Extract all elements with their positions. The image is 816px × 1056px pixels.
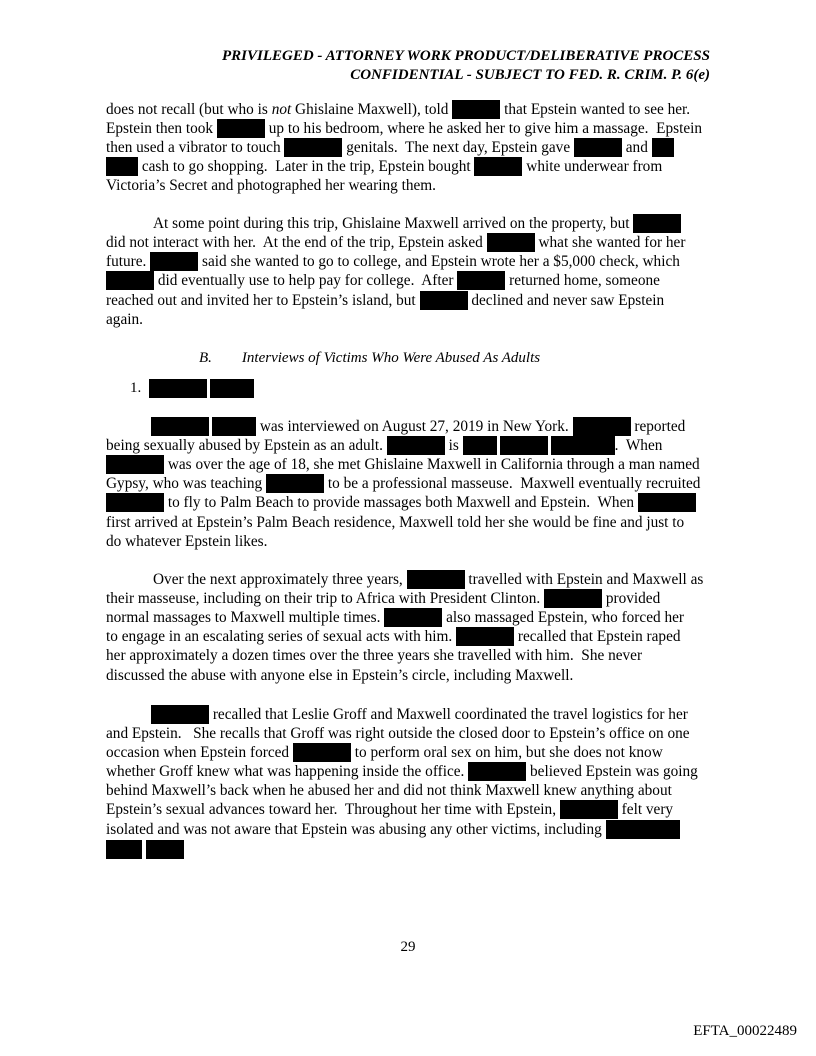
redaction [638,493,696,512]
redaction [293,743,351,762]
para1-line3: then used a vibrator to touch genitals. The next day, Epstein gave and [106,138,674,157]
para1-line4: cash to go shopping. Later in the trip, Epstein bought white underwear from [106,157,662,176]
redaction [573,417,631,436]
redaction [106,271,154,290]
header-line-1: PRIVILEGED - ATTORNEY WORK PRODUCT/DELIBERATIVE PROCESS [221,48,710,64]
redaction [106,840,142,859]
redaction [212,417,256,436]
redaction [284,138,342,157]
para4-line6: discussed the abuse with anyone else in Epstein’s circle, including Maxwell. [106,667,574,684]
para5-line5: behind Maxwell’s back when he abused her and did not think Maxwell knew anything about [106,782,672,799]
redaction [210,379,254,398]
para4-line4: to engage in an escalating series of sexual acts with him. recalled that Epstein raped [106,628,681,645]
section-heading [199,349,540,368]
para4-line5: her approximately a dozen times over the three years she travelled with him. She never [106,647,643,664]
para5-line2: and Epstein. She recalls that Groff was right outside the closed door to Epstein’s office on one [106,725,690,742]
redaction [544,589,602,608]
redaction [387,436,445,455]
para5-line1: recalled that Leslie Groff and Maxwell coordinated the travel logistics for her [151,705,688,724]
para4-line3: normal massages to Maxwell multiple times. also massaged Epstein, who forced her [106,609,684,626]
redaction [106,157,138,176]
para1-line1: does not recall (but who is not Ghislaine Maxwell), told that Epstein wanted to see her. [106,101,691,118]
redaction [151,417,209,436]
header-line-2: CONFIDENTIAL - SUBJECT TO FED. R. CRIM. P. 6(e) [350,67,710,83]
redaction [407,570,465,589]
redaction [457,271,505,290]
redaction [456,627,514,646]
para3-line2: being sexually abused by Epstein as an adult. is . When [106,437,663,454]
para3-line1: was interviewed on August 27, 2019 in New York. reported [151,417,685,436]
para2-line2: did not interact with her. At the end of the trip, Epstein asked what she wanted for her [106,234,686,251]
para5-line7: isolated and was not aware that Epstein was abusing any other victims, including [106,820,680,839]
section-title: Interviews of Victims Who Were Abused As Adults [241,350,541,366]
redaction [149,379,207,398]
redaction [468,762,526,781]
para3-line7: do whatever Epstein likes. [106,533,268,550]
redaction [146,840,184,859]
bates-number: EFTA_00022489 [693,1023,797,1039]
section-letter: B. [199,350,212,366]
para5-line3: occasion when Epstein forced to perform oral sex on him, but she does not know [106,744,663,761]
para2-line1: At some point during this trip, Ghislaine Maxwell arrived on the property, but [153,214,681,233]
redaction [551,436,615,455]
para2-line6: again. [106,311,143,328]
redaction [652,138,674,157]
redaction [150,252,198,271]
redaction [452,100,500,119]
page-number: 29 [400,939,416,955]
para3-line4: Gypsy, who was teaching to be a professional masseuse. Maxwell eventually recruited [106,475,701,492]
para1-line5: Victoria’s Secret and photographed her wearing them. [106,177,436,194]
para5-line6: Epstein’s sexual advances toward her. Throughout her time with Epstein, felt very [106,801,674,818]
privilege-header [222,47,710,85]
redaction [574,138,622,157]
redaction [560,800,618,819]
redaction [633,214,681,233]
redaction [487,233,535,252]
redaction [474,157,522,176]
redaction [151,705,209,724]
para4-line1: Over the next approximately three years, travelled with Epstein and Maxwell as [153,571,704,588]
para2-line5: reached out and invited her to Epstein’s island, but declined and never saw Epstein [106,292,665,309]
list-number: 1. [130,380,142,396]
redaction [106,493,164,512]
para5-line4: whether Groff knew what was happening inside the office. believed Epstein was going [106,763,698,780]
redaction [463,436,497,455]
redaction [500,436,548,455]
redaction [420,291,468,310]
para2-line3: future. said she wanted to go to college, and Epstein wrote her a $5,000 check, which [106,253,680,270]
para3-line6: first arrived at Epstein’s Palm Beach residence, Maxwell told her she would be fine and just to [106,514,685,531]
para4-line2: their masseuse, including on their trip to Africa with President Clinton. provided [106,590,661,607]
list-item-1 [130,379,254,398]
redaction [266,474,324,493]
para2-line4: did eventually use to help pay for college. After returned home, someone [106,271,660,290]
redaction [217,119,265,138]
para5-line8 [106,840,184,859]
para1-line2: Epstein then took up to his bedroom, where he asked her to give him a massage. Epstein [106,120,703,137]
para3-line3: was over the age of 18, she met Ghislaine Maxwell in California through a man named [106,455,700,474]
redaction [606,820,680,839]
para3-line5: to fly to Palm Beach to provide massages both Maxwell and Epstein. When [106,493,696,512]
redaction [106,455,164,474]
redaction [384,608,442,627]
